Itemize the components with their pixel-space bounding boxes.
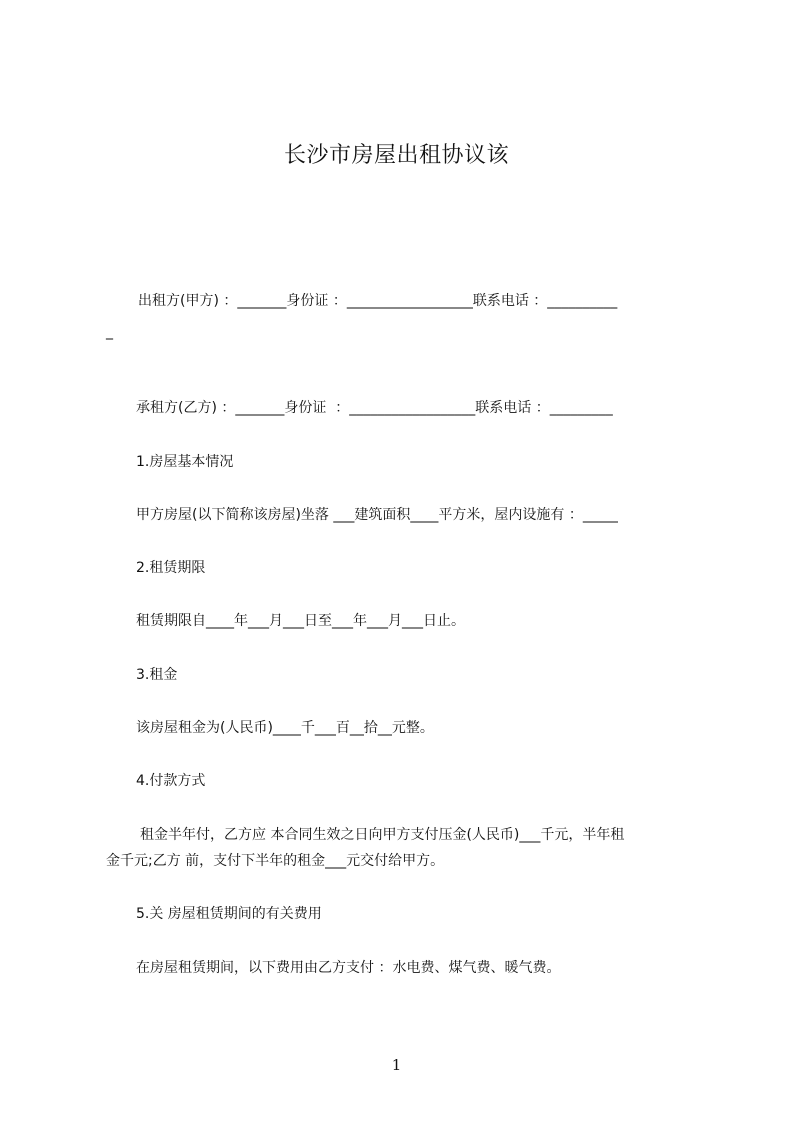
lessee-line — [0, 398, 793, 418]
section-3-text — [0, 718, 793, 738]
section-4-text-line-1 — [0, 825, 793, 845]
lessor-line-wrap-text: _ — [106, 324, 113, 340]
section-4-text-line-1-content: 租金半年付，乙方应 本合同生效之日向甲方支付压金(人民币)___千元，半年租 — [140, 827, 625, 843]
section-5-heading-text: 5.关 房屋租赁期间的有关费用 — [136, 906, 322, 922]
lessor-line-wrap — [0, 322, 793, 342]
section-2-heading-text: 2.租赁期限 — [136, 560, 206, 576]
section-4-heading-text: 4.付款方式 — [136, 773, 206, 789]
section-1-heading-text: 1.房屋基本情况 — [136, 454, 234, 470]
section-3-heading — [0, 665, 793, 685]
section-3-heading-text: 3.租金 — [136, 667, 178, 683]
section-4-text-line-2 — [0, 851, 793, 871]
section-5-text — [0, 958, 793, 978]
lessor-line — [0, 291, 793, 311]
section-2-heading — [0, 558, 793, 578]
section-2-text-content: 租赁期限自____年___月___日至___年___月___日止。 — [136, 613, 465, 629]
lessor-line-text: 出租方(甲方) ：_______身份证 ：__________________联系电话 ：__________ — [138, 293, 618, 309]
section-1-text-content: 甲方房屋(以下简称该房屋)坐落 ___建筑面积____平方米，屋内设施有 ：_____ — [136, 507, 618, 523]
section-4-text-line-2-content: 金千元;乙方 前，支付下半年的租金___元交付给甲方。 — [106, 853, 445, 869]
section-2-text — [0, 611, 793, 631]
section-5-text-content: 在房屋租赁期间，以下费用由乙方支付 ：水电费、煤气费、暖气费。 — [136, 960, 561, 976]
section-1-text — [0, 505, 793, 525]
section-5-heading — [0, 904, 793, 924]
section-4-heading — [0, 771, 793, 791]
section-3-text-content: 该房屋租金为(人民币)____千___百__拾__元整。 — [136, 720, 434, 736]
document-title: 长沙市房屋出租协议该 — [283, 143, 509, 168]
lessee-line-text: 承租方(乙方) ：_______身份证 ：__________________联系电话 ：_________ — [136, 400, 613, 416]
page-number: 1 — [391, 1056, 402, 1074]
section-1-heading — [0, 452, 793, 472]
